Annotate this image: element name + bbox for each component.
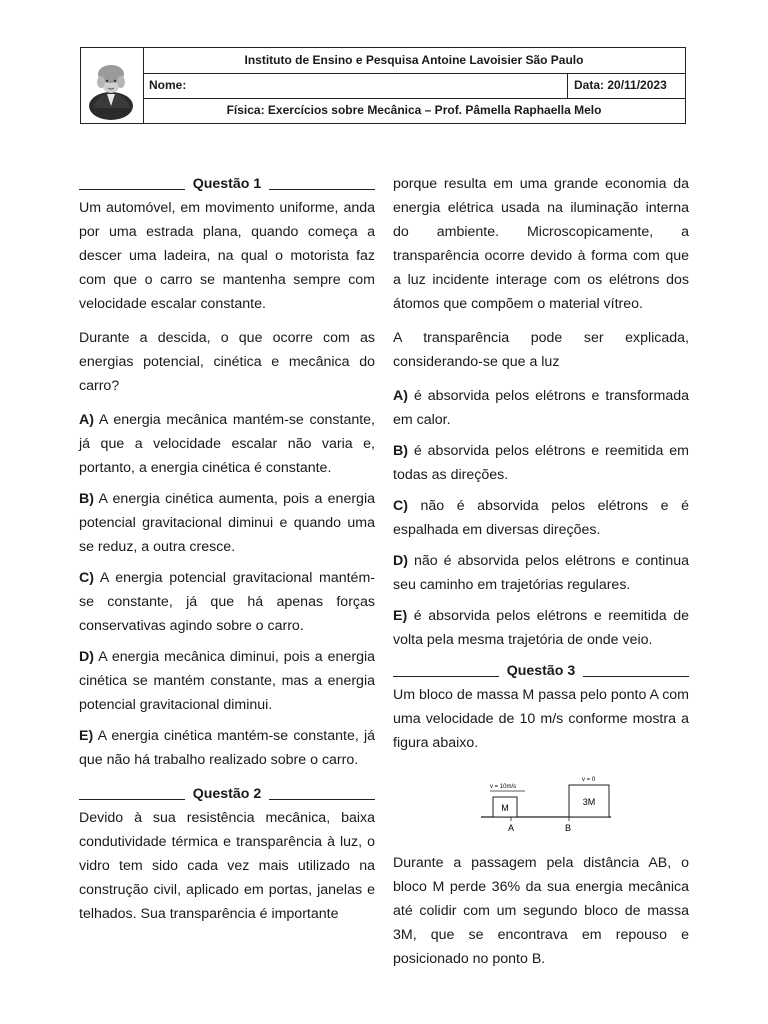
question-1-title: Questão 1 [192,176,262,192]
heading-rule [79,799,185,800]
question-2-heading [79,782,375,806]
question-1-option-c [79,566,375,638]
option-letter: A) [79,412,94,428]
option-letter: E) [79,728,94,744]
name-date-row [143,73,685,99]
point-b-label: B [564,823,572,833]
question-2-intro-part1: Devido à sua resistência mecânica, baixa condutividade térmica e transparência à luz, o vidro tem sido cada vez mais utilizado na construção civil, aplicado em portas, janelas e telhados. Sua transparência é importante [79,810,375,922]
option-text: não é absorvida pelos elétrons e é espalhada em diversas direções. [393,498,689,538]
institution-name: Instituto de Ensino e Pesquisa Antoine Lavoisier São Paulo [143,48,685,74]
question-2-option-a [393,384,689,432]
heading-rule [583,676,689,677]
heading-rule [79,189,185,190]
date-label: Data: 20/11/2023 [567,73,685,98]
option-letter: D) [79,649,94,665]
heading-rule [269,189,375,190]
left-column [79,172,375,926]
question-3-intro: Um bloco de massa M passa pelo ponto A com uma velocidade de 10 m/s conforme mostra a figura abaixo. [393,687,689,751]
block-m-label: M [501,803,509,813]
question-1-option-d [79,645,375,717]
option-text: A energia cinética aumenta, pois a energia potencial gravitacional diminui e quando uma se reduz, a outra cresce. [79,491,375,555]
point-a-label: A [507,823,515,833]
question-3-heading [393,659,689,683]
name-field[interactable]: Nome: [149,78,187,92]
option-text: A energia mecânica diminui, pois a energia cinética se mantém constante, mas a energia potencial gravitacional diminui. [79,649,375,713]
blocks-diagram [393,755,689,851]
option-text: A energia mecânica mantém-se constante, já que a velocidade escalar não varia e, portanto, a energia cinética é constante. [79,412,375,476]
question-2-prompt: A transparência pode ser explicada, considerando-se que a luz [393,330,689,370]
option-text: é absorvida pelos elétrons e reemitida de volta pela mesma trajetória de onde veio. [393,608,689,648]
question-1-prompt: Durante a descida, o que ocorre com as energias potencial, cinética e mecânica do carro? [79,330,375,394]
question-2-option-b [393,439,689,487]
question-2-option-c [393,494,689,542]
question-2-title: Questão 2 [192,786,262,802]
question-2-option-d [393,549,689,597]
block-3m-label: 3M [582,797,596,807]
question-1-option-e [79,724,375,772]
option-letter: B) [393,443,408,459]
question-1-option-a [79,408,375,480]
option-text: é absorvida pelos elétrons e transformada em calor. [393,388,689,428]
question-3-text: Durante a passagem pela distância AB, o bloco M perde 36% da sua energia mecânica até colidir com um segundo bloco de massa 3M, que se encontrava em repouso e posicionado no ponto B. [393,855,689,967]
option-letter: C) [79,570,94,586]
option-text: A energia cinética mantém-se constante, já que não há trabalho realizado sobre o carro. [79,728,375,768]
velocity-right-label: v = 0 [582,777,596,783]
velocity-left-label: v = 10m/s [490,784,517,790]
heading-rule [269,799,375,800]
question-1-heading [79,172,375,196]
question-3-title: Questão 3 [506,663,576,679]
option-letter: B) [79,491,94,507]
option-letter: C) [393,498,408,514]
question-1-option-b [79,487,375,559]
option-text: não é absorvida pelos elétrons e continua seu caminho em trajetórias regulares. [393,553,689,593]
blocks-figure [393,755,689,851]
option-letter: E) [393,608,408,624]
option-letter: D) [393,553,408,569]
lavoisier-portrait-logo [81,48,144,123]
question-1-intro: Um automóvel, em movimento uniforme, anda por uma estrada plana, quando começa a descer uma ladeira, na qual o motorista faz com que o carro se mantenha sempre com velocidade escalar constante. [79,200,375,312]
right-column [393,172,689,971]
header-box [80,47,686,124]
heading-rule [393,676,499,677]
option-text: é absorvida pelos elétrons e reemitida em todas as direções. [393,443,689,483]
option-letter: A) [393,388,408,404]
option-text: A energia potencial gravitacional mantém-se constante, já que há apenas forças conservativas agindo sobre o carro. [79,570,375,634]
subject-title: Física: Exercícios sobre Mecânica – Prof. Pâmella Raphaella Melo [226,103,602,117]
question-2-intro-part2: porque resulta em uma grande economia da energia elétrica usada na iluminação interna do ambiente. Microscopicamente, a transparência ocorre devido à forma com que a luz incidente interage com os elétrons dos átomos que compõem o material vítreo. [393,176,689,312]
question-2-option-e [393,604,689,652]
